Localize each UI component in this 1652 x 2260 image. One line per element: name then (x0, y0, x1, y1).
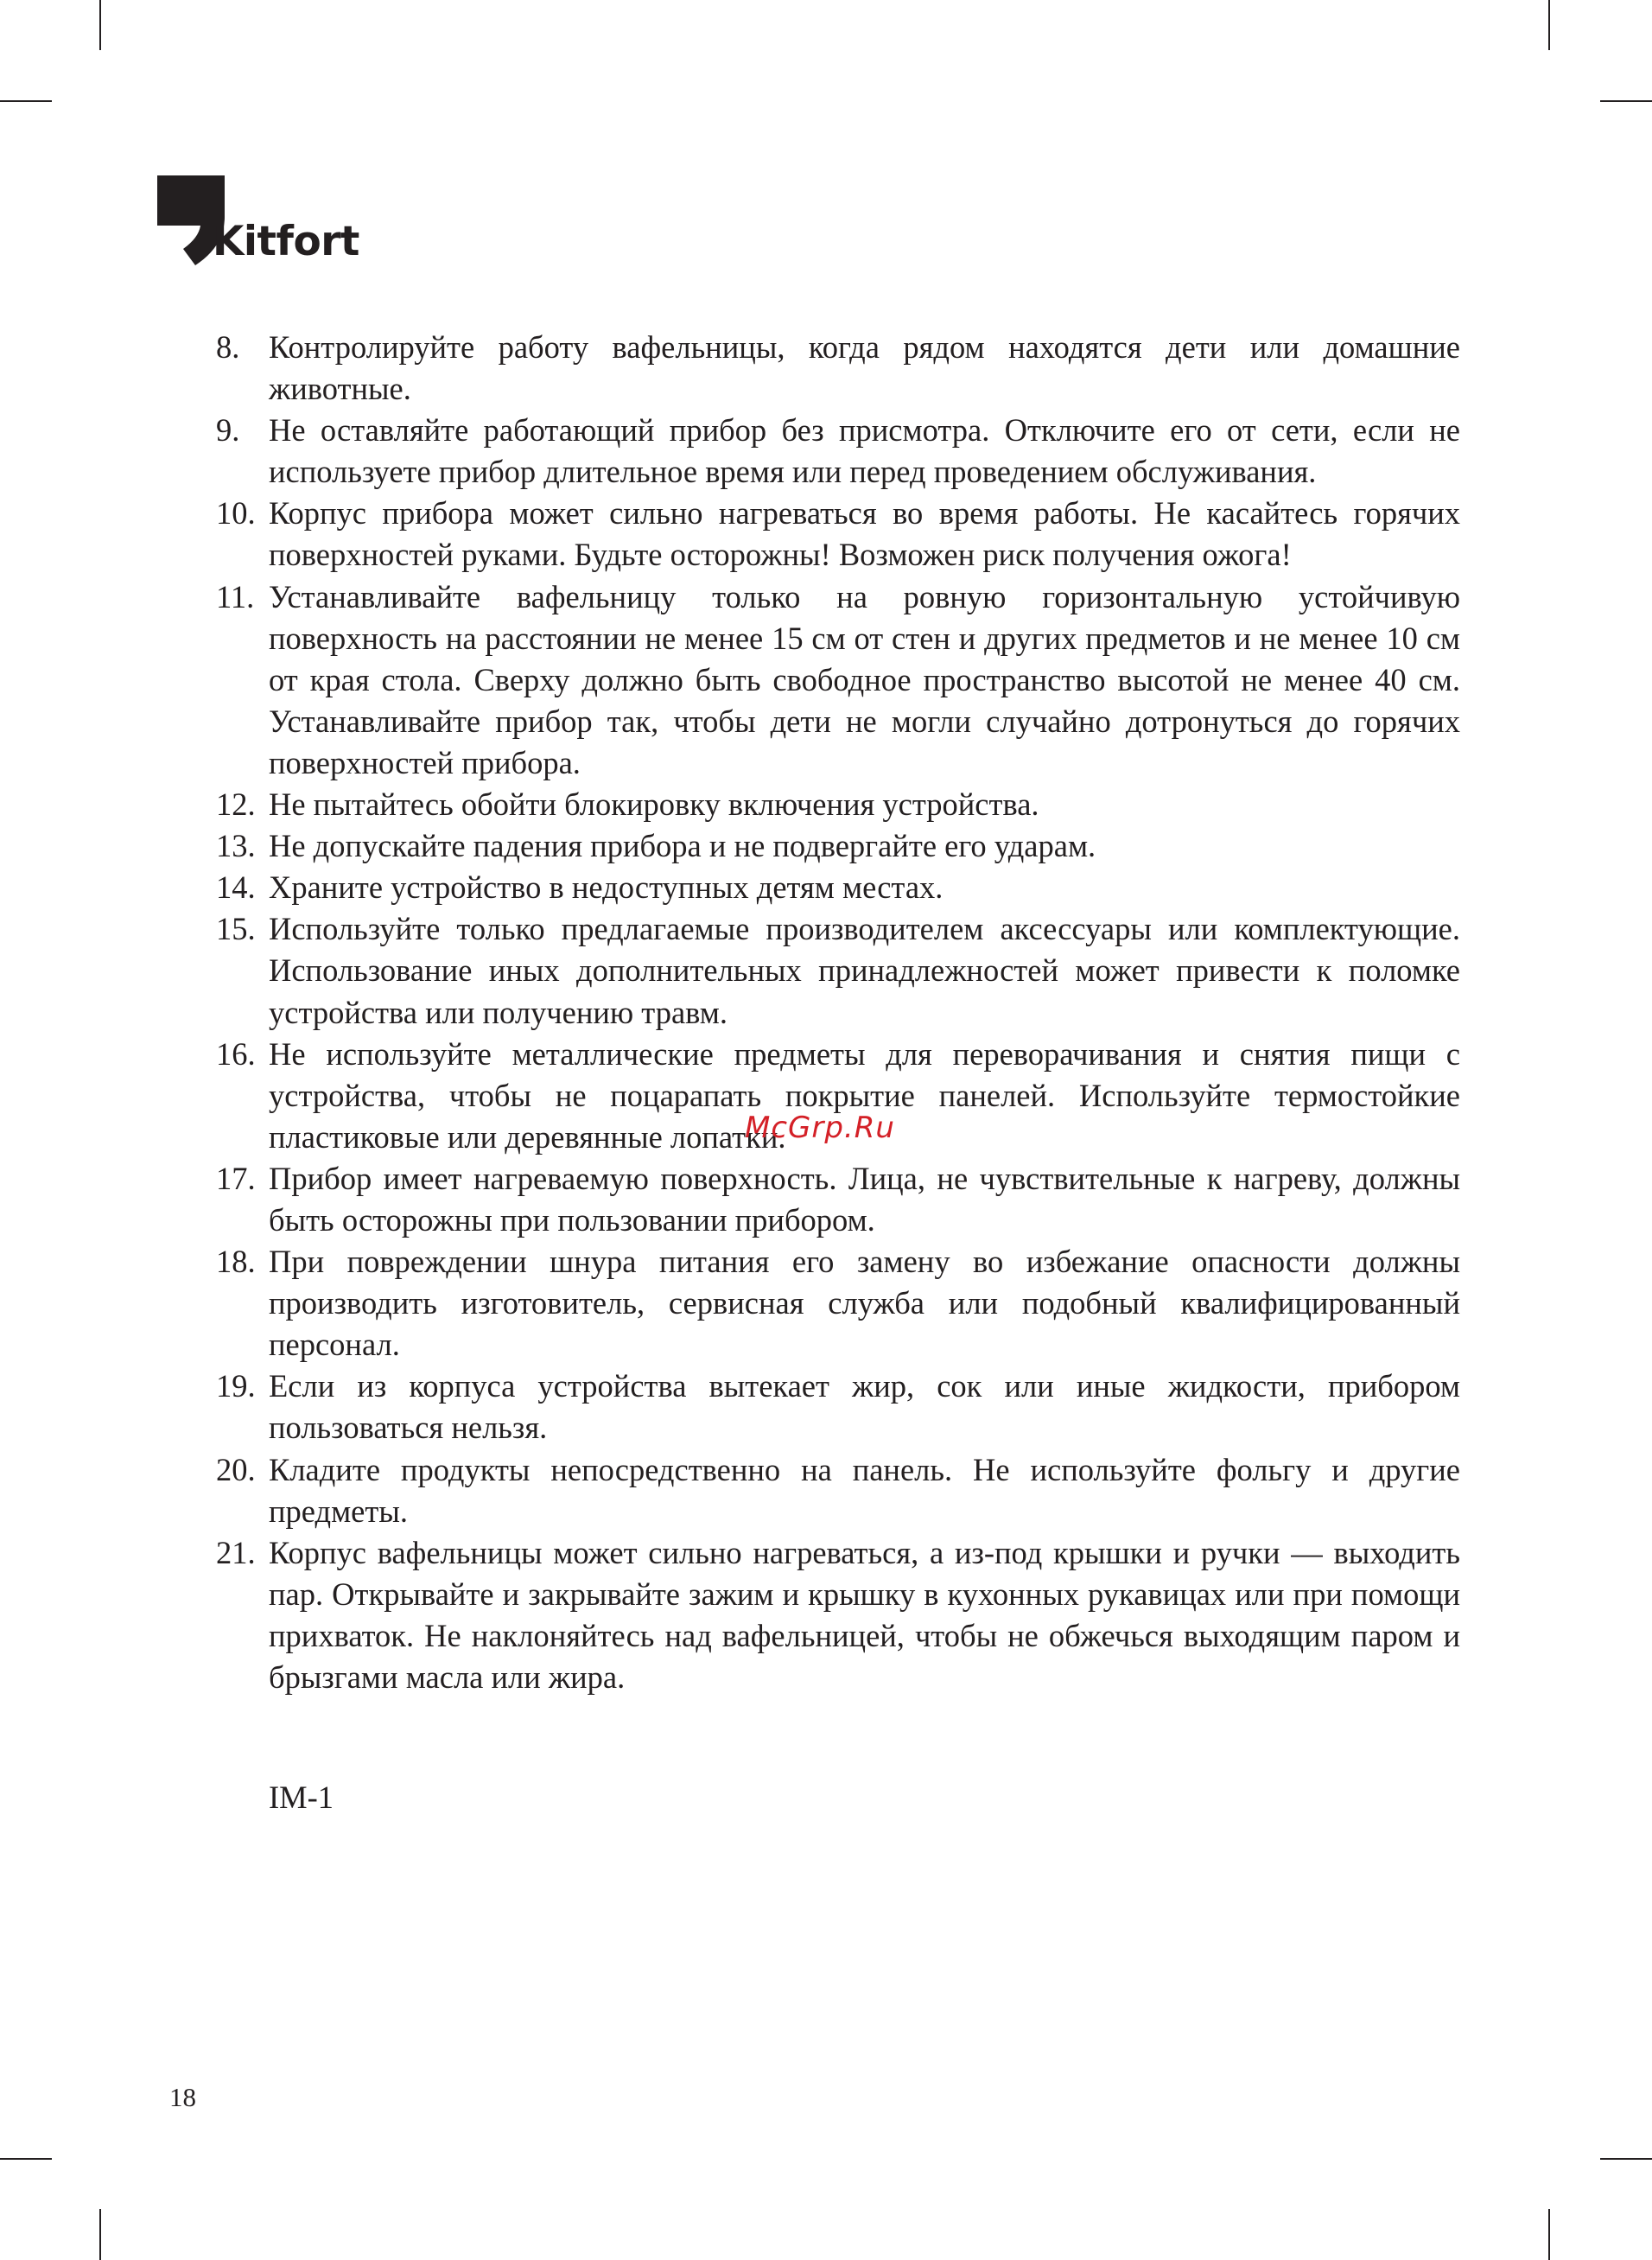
list-item-text: Храните устройство в недоступных детям местах. (269, 869, 944, 906)
list-item (216, 327, 1460, 410)
list-item-number: 20. (216, 1451, 256, 1487)
crop-mark-bottom-left (99, 2209, 101, 2260)
page-number: 18 (169, 2082, 196, 2112)
list-item (216, 1532, 1460, 1698)
list-item (216, 576, 1460, 784)
list-item-text: Не используйте металлические предметы для переворачивания и снятия пищи с устройства, чтобы не поцарапать покрытие панелей. Используйте термостойкие пластиковые или деревянные лопатки. (269, 1035, 1460, 1155)
list-item (216, 784, 1460, 825)
list-item-text: Используйте только предлагаемые производителем аксессуары или комплектующие. Использование иных дополнительных принадлежностей может привести к поломке устройства или получению травм. (269, 911, 1460, 1030)
list-item-number: 11. (216, 578, 255, 614)
list-item-number: 14. (216, 869, 256, 906)
list-item (216, 908, 1460, 1033)
list-item-text: Контролируйте работу вафельницы, когда рядом находятся дети или домашние животные. (269, 329, 1460, 407)
list-item-number: 13. (216, 828, 256, 864)
list-item (216, 410, 1460, 493)
list-item-number: 15. (216, 911, 256, 947)
crop-mark-bottom-right (1548, 2209, 1550, 2260)
list-item-text: Корпус вафельницы может сильно нагреваться, а из-под крышки и ручки — выходить пар. Открывайте и закрывайте зажим и крышку в кухонных рукавицах или при помощи прихваток. Не наклоняйтесь над вафельницей, чтобы не обжечься выходящим паром и брызгами масла или жира. (269, 1534, 1460, 1695)
brand-name: Kitfort (213, 218, 359, 265)
list-item-number: 10. (216, 495, 256, 532)
crop-mark-bottom-left-h (0, 2158, 52, 2160)
list-item-number: 19. (216, 1368, 256, 1404)
list-item (216, 1366, 1460, 1448)
list-item-number: 9. (216, 412, 240, 449)
list-item-text: Если из корпуса устройства вытекает жир, сок или иные жидкости, прибором пользоваться нельзя. (269, 1368, 1460, 1446)
list-item-number: 21. (216, 1534, 256, 1570)
list-item-text: Не допускайте падения прибора и не подвергайте его ударам. (269, 828, 1096, 864)
list-item-text: Кладите продукты непосредственно на панель. Не используйте фольгу и другие предметы. (269, 1451, 1460, 1529)
list-item-number: 8. (216, 329, 240, 365)
list-item (216, 493, 1460, 576)
list-item (216, 867, 1460, 908)
safety-instructions-list (216, 327, 1460, 1698)
list-item-number: 17. (216, 1160, 256, 1196)
list-item-text: Устанавливайте вафельницу только на ровную горизонтальную устойчивую поверхность на расстоянии не менее 15 см от стен и других предметов и не менее 10 см от края стола. Сверху должно быть свободное пространство высотой не менее 40 см. Устанавливайте прибор так, чтобы дети не могли случайно дотронуться до горячих поверхностей прибора. (269, 578, 1460, 780)
list-item (216, 825, 1460, 867)
list-item (216, 1449, 1460, 1532)
watermark: McGrp.Ru (745, 1111, 895, 1145)
model-code: IM-1 (269, 1779, 334, 1815)
crop-mark-top-right-h (1600, 100, 1652, 102)
list-item-text: Корпус прибора может сильно нагреваться во время работы. Не касайтесь горячих поверхностей руками. Будьте осторожны! Возможен риск получения ожога! (269, 495, 1460, 573)
list-item-text: Не оставляйте работающий прибор без присмотра. Отключите его от сети, если не используете прибор длительное время или перед проведением обслуживания. (269, 412, 1460, 490)
list-item-text: Прибор имеет нагреваемую поверхность. Лица, не чувствительные к нагреву, должны быть осторожны при пользовании прибором. (269, 1160, 1460, 1238)
list-item-number: 12. (216, 786, 256, 823)
list-item-text: При повреждении шнура питания его замену во избежание опасности должны производить изготовитель, сервисная служба или подобный квалифицированный персонал. (269, 1244, 1460, 1363)
brand-logo (157, 175, 359, 271)
list-item-number: 16. (216, 1035, 256, 1072)
crop-mark-bottom-right-h (1600, 2158, 1652, 2160)
list-item (216, 1158, 1460, 1241)
crop-mark-top-left (99, 0, 101, 50)
crop-mark-top-right (1548, 0, 1550, 50)
list-item (216, 1241, 1460, 1366)
list-item-number: 18. (216, 1244, 256, 1280)
list-item-text: Не пытайтесь обойти блокировку включения устройства. (269, 786, 1039, 823)
crop-mark-top-left-h (0, 100, 52, 102)
